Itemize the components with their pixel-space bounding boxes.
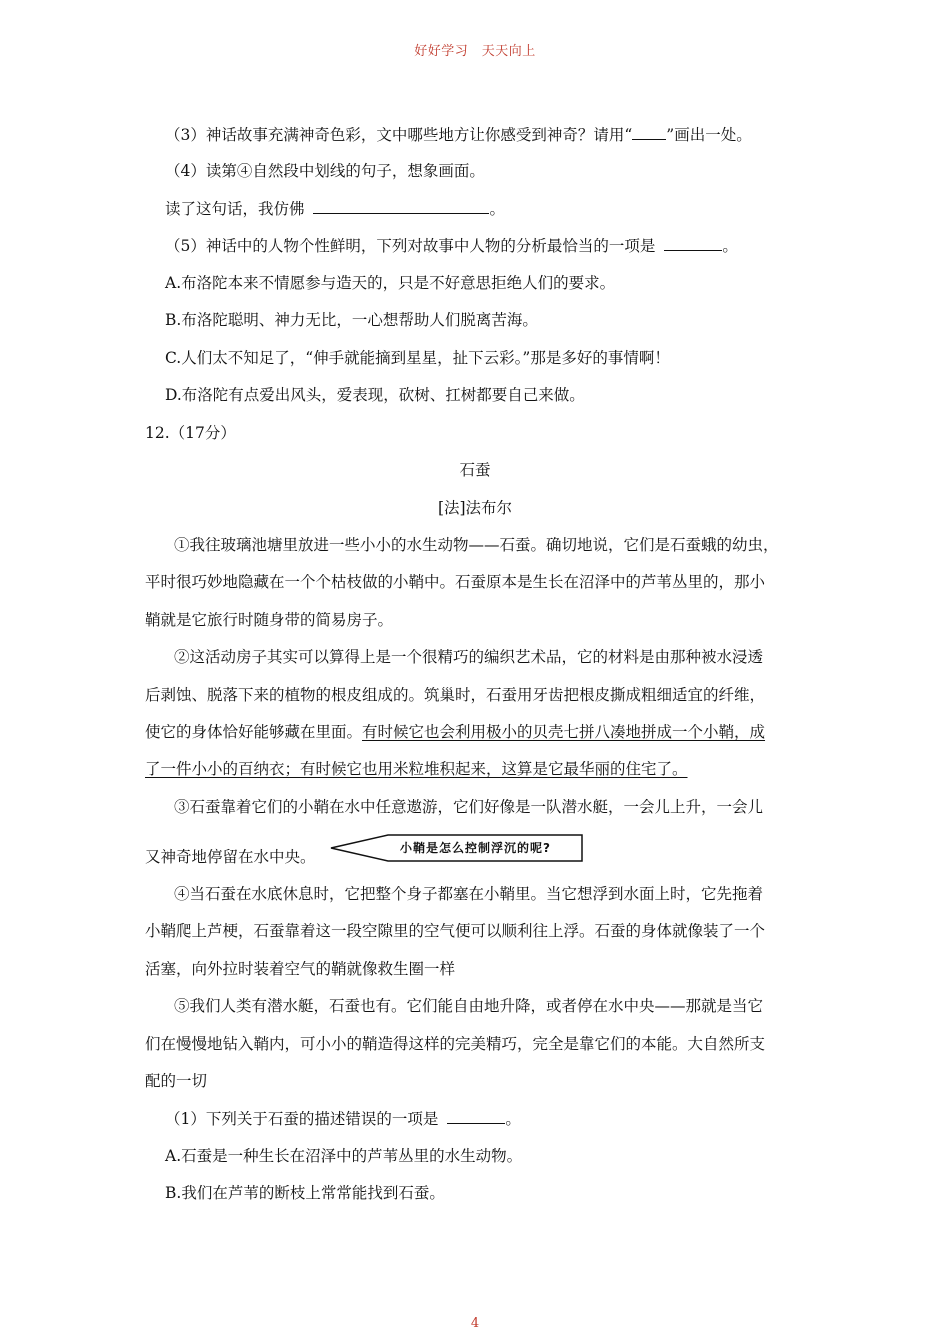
question-5 bbox=[165, 235, 738, 256]
paragraph-4-line: 活塞，向外拉时装着空气的鞘就像救生圈一样 bbox=[145, 960, 456, 978]
option-a: A.布洛陀本来不情愿参与造天的，只是不好意思拒绝人们的要求。 bbox=[165, 274, 616, 292]
paragraph-2-line bbox=[145, 722, 765, 742]
paragraph-2-line: ②这活动房子其实可以算得上是一个很精巧的编织艺术品，它的材料是由那种被水浸透 bbox=[174, 648, 764, 666]
paragraph-5-line: ⑤我们人类有潜水艇，石蚕也有。它们能自由地升降，或者停在水中央——那就是当它 bbox=[174, 997, 764, 1015]
question-4: （4）读第④自然段中划线的句子，想象画面。 bbox=[165, 162, 485, 180]
underlined-sentence: 了一件小小的百纳衣；有时候它也用米粒堆积起来，这算是它最华丽的住宅了。 bbox=[145, 760, 688, 778]
sub-question-1-blank[interactable] bbox=[447, 1108, 505, 1124]
question-3-text: （3）神话故事充满神奇色彩，文中哪些地方让你感受到神奇？请用“ bbox=[165, 126, 633, 144]
page-number: 4 bbox=[470, 1316, 480, 1331]
question-3 bbox=[165, 124, 752, 145]
paragraph-3-line: 又神奇地停留在水中央。 bbox=[145, 848, 316, 866]
question-5-blank[interactable] bbox=[664, 235, 722, 251]
passage-title: 石蚕 bbox=[459, 461, 491, 479]
paragraph-4-line: 小鞘爬上芦梗，石蚕靠着这一段空隙里的空气便可以顺利往上浮。石蚕的身体就像装了一个 bbox=[145, 922, 766, 940]
question-4-answer bbox=[165, 198, 505, 219]
question-3-blank[interactable] bbox=[632, 124, 666, 140]
paragraph-2-line: 后剥蚀、脱落下来的植物的根皮组成的。筑巢时，石蚕用牙齿把根皮撕成粗细适宜的纤维， bbox=[145, 686, 766, 704]
question-4-answer-end: 。 bbox=[489, 200, 505, 218]
callout-text: 小鞘是怎么控制浮沉的呢? bbox=[400, 841, 551, 855]
paragraph-5-line: 配的一切 bbox=[145, 1072, 208, 1090]
paragraph-1-line: 平时很巧妙地隐藏在一个个枯枝做的小鞘中。石蚕原本是生长在沼泽中的芦苇丛里的，那小 bbox=[145, 573, 766, 591]
sub-question-1 bbox=[165, 1108, 521, 1129]
sub-option-a: A.石蚕是一种生长在沼泽中的芦苇丛里的水生动物。 bbox=[165, 1147, 523, 1165]
paragraph-2-line bbox=[145, 759, 688, 779]
paragraph-1-line: 鞘就是它旅行时随身带的简易房子。 bbox=[145, 611, 394, 629]
question-5-end: 。 bbox=[722, 237, 738, 255]
paragraph-2-plain: 使它的身体恰好能够藏在里面。 bbox=[145, 723, 363, 741]
underlined-sentence: 有时候它也会利用极小的贝壳七拼八凑地拼成一个小鞘，成 bbox=[362, 723, 766, 741]
option-b: B.布洛陀聪明、神力无比，一心想帮助人们脱离苦海。 bbox=[165, 311, 538, 329]
paragraph-3-line: ③石蚕靠着它们的小鞘在水中任意遨游，它们好像是一队潜水艇，一会儿上升，一会儿 bbox=[174, 798, 764, 816]
question-5-text: （5）神话中的人物个性鲜明，下列对故事中人物的分析最恰当的一项是 bbox=[165, 237, 656, 255]
paragraph-1-line: ①我往玻璃池塘里放进一些小小的水生动物——石蚕。确切地说，它们是石蚕蛾的幼虫， bbox=[174, 536, 779, 554]
callout-note bbox=[330, 833, 585, 863]
question-12-number: 12.（17分） bbox=[145, 424, 236, 442]
question-4-answer-text: 读了这句话，我仿佛 bbox=[165, 200, 305, 218]
sub-question-1-end: 。 bbox=[505, 1110, 521, 1128]
sub-question-1-text: （1）下列关于石蚕的描述错误的一项是 bbox=[165, 1110, 439, 1128]
page-header: 好好学习 天天向上 bbox=[414, 44, 536, 59]
paragraph-4-line: ④当石蚕在水底休息时，它把整个身子都塞在小鞘里。当它想浮到水面上时，它先拖着 bbox=[174, 885, 764, 903]
option-c: C.人们太不知足了，“伸手就能摘到星星，扯下云彩。”那是多好的事情啊！ bbox=[165, 349, 670, 367]
paragraph-5-line: 们在慢慢地钻入鞘内，可小小的鞘造得这样的完美精巧，完全是靠它们的本能。大自然所支 bbox=[145, 1035, 766, 1053]
passage-author: [法]法布尔 bbox=[437, 499, 513, 517]
question-3-text-end: ”画出一处。 bbox=[666, 126, 752, 144]
question-4-answer-blank[interactable] bbox=[313, 198, 489, 214]
option-d: D.布洛陀有点爱出风头，爱表现，砍树、扛树都要自己来做。 bbox=[165, 386, 585, 404]
sub-option-b: B.我们在芦苇的断枝上常常能找到石蚕。 bbox=[165, 1184, 445, 1202]
